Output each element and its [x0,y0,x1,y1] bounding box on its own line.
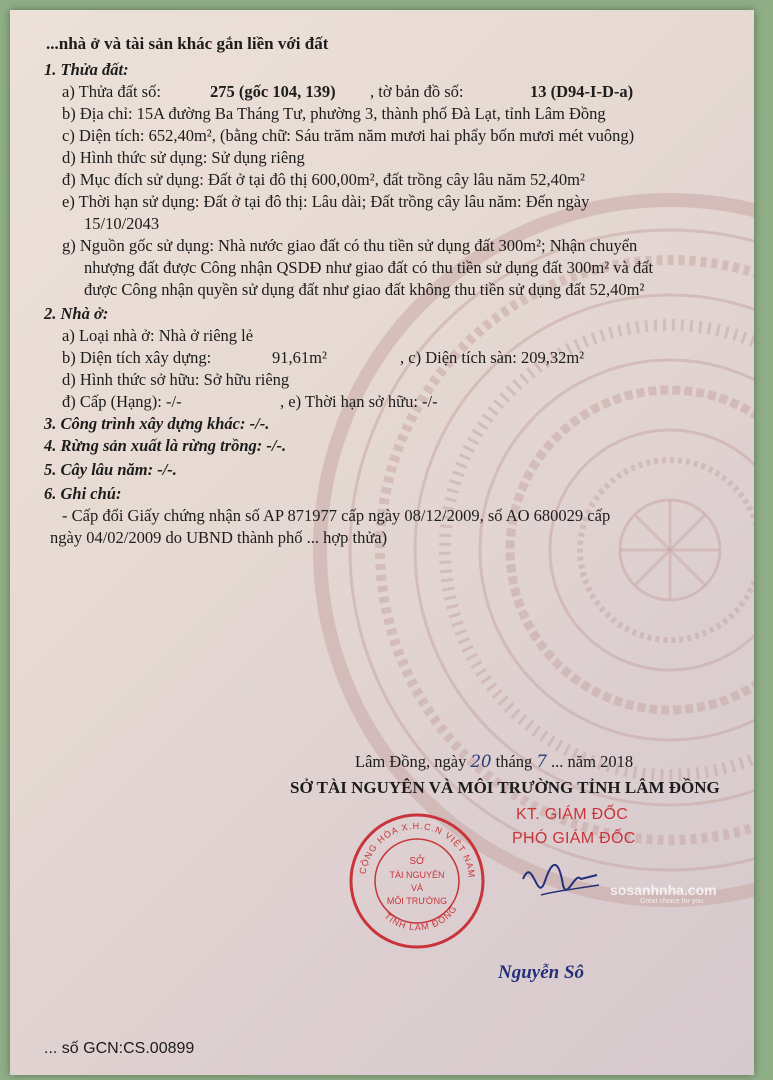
red-official-seal [348,812,486,950]
usage-term-date: 15/10/2043 [84,214,160,233]
watermark-tagline: Great choice for you [640,898,704,905]
map-sheet-value: 13 (D94-I-D-a) [530,82,634,101]
house-grade-line: đ) Cấp (Hạng): -/- [62,392,182,411]
section-3-line: 3. Công trình xây dựng khác: -/-. [44,414,270,433]
kt-director-title: KT. GIÁM ĐỐC [516,806,629,823]
built-area-value: 91,61m² [272,348,327,367]
address-line: b) Địa chỉ: 15A đường Ba Tháng Tư, phường 3, thành phố Đà Lạt, tỉnh Lâm Đồng [62,104,606,123]
usage-form-line: d) Hình thức sử dụng: Sử dụng riêng [62,148,305,167]
note-line-2: ngày 04/02/2009 do UBND thành phố ... hợp thửa) [50,528,388,547]
area-line: c) Diện tích: 652,40m², (bằng chữ: Sáu trăm năm mươi hai phẩy bốn mươi mét vuông) [62,126,635,145]
gcn-register-number: ... số GCN:CS.00899 [44,1040,195,1057]
usage-term-line: e) Thời hạn sử dụng: Đất ở tại đô thị: Lâu dài; Đất trồng cây lâu năm: Đến ngày [62,192,590,211]
issuing-agency: SỞ TÀI NGUYÊN VÀ MÔI TRƯỜNG TỈNH LÂM ĐỒNG [290,778,720,797]
month-label: tháng [495,752,533,771]
day-handwritten: 20 [470,752,492,771]
built-area-label: b) Diện tích xây dựng: [62,348,212,367]
note-line-1: - Cấp đổi Giấy chứng nhận số AP 871977 cấp ngày 08/12/2009, số AO 680029 cấp [62,506,611,525]
handwritten-signature [515,845,605,915]
map-sheet-label: , tờ bản đồ số: [370,82,464,101]
section-1-title: 1. Thửa đất: [44,60,129,79]
certificate-page [10,10,754,1075]
house-type-line: a) Loại nhà ở: Nhà ở riêng lẻ [62,326,254,345]
parcel-number-label: a) Thửa đất số: [62,82,161,101]
year-text: ... năm 2018 [551,752,634,771]
signing-place-date [355,752,633,772]
ownership-form-line: d) Hình thức sở hữu: Sở hữu riêng [62,370,290,389]
seal-line-1: SỞ [409,856,425,867]
seal-line-3: VÀ [410,883,424,893]
deputy-director-title: PHÓ GIÁM ĐỐC [512,830,636,847]
ownership-term-line: , e) Thời hạn sở hữu: -/- [280,392,438,411]
section-4-line: 4. Rừng sản xuất là rừng trồng: -/-. [44,436,287,455]
month-handwritten: 7 [536,752,547,771]
watermark-brand: sosanhnha.com [610,882,717,898]
sosanhnha-watermark [610,882,717,905]
floor-area-line: , c) Diện tích sàn: 209,32m² [400,348,585,367]
section-6-title: 6. Ghi chú: [44,484,122,503]
signer-name: Nguyễn Sô [498,962,585,983]
svg-text:TỈNH LÂM ĐỒNG [382,903,459,932]
parcel-number-value: 275 (gốc 104, 139) [210,82,336,101]
origin-line-2: nhượng đất được Công nhận QSDĐ như giao đất có thu tiền sử dụng đất 300m² và đất [84,258,654,277]
usage-purpose-line: đ) Mục đích sử dụng: Đất ở tại đô thị 600,00m², đất trồng cây lâu năm 52,40m² [62,170,585,189]
seal-line-2: TÀI NGUYÊN [389,870,445,880]
seal-top-text: CỘNG HÒA X.H.C.N VIỆT NAM [357,820,478,879]
origin-line-1: g) Nguồn gốc sử dụng: Nhà nước giao đất có thu tiền sử dụng đất 300m²; Nhận chuyển [62,236,638,255]
place-label: Lâm Đồng, ngày [355,752,467,771]
origin-line-3: được Công nhận quyền sử dụng đất như giao đất không thu tiền sử dụng đất 52,40m² [84,280,645,299]
document-header: ...nhà ở và tài sản khác gắn liền với đất [46,34,329,53]
seal-bottom-text: TỈNH LÂM ĐỒNG [382,903,460,933]
seal-line-4: MÔI TRƯỜNG [386,896,448,906]
section-2-title: 2. Nhà ở: [44,304,109,323]
section-5-line: 5. Cây lâu năm: -/-. [44,460,177,479]
